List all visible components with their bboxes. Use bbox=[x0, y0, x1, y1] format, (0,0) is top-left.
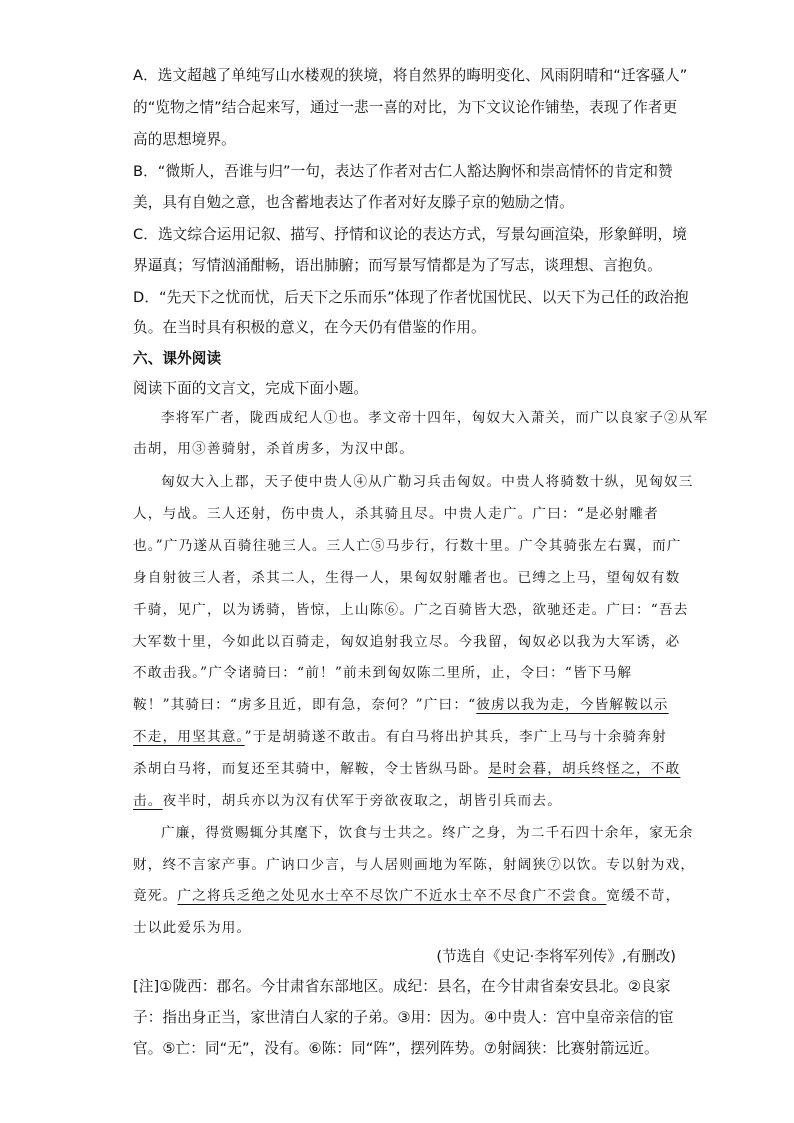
option-a-line: A．选文超越了单纯写山水楼观的狭境，将自然界的晦明变化、风雨阴晴和“迁客骚人” bbox=[133, 67, 688, 84]
passage-line: 广廉，得赏赐辄分其麾下，饮食与士共之。终广之身，为二千石四十余年，家无余 bbox=[161, 825, 694, 841]
passage-line: 人，与战。三人还射，伤中贵人，杀其骑且尽。中贵人走广。广曰：“是必射雕者 bbox=[133, 506, 659, 522]
passage-line: 也。”广乃遂从百骑往驰三人。三人亡⑤马步行，行数十里。广令其骑张左右翼，而广 bbox=[133, 538, 682, 554]
passage-text: 杀胡白马将，而复还至其骑中，解鞍，令士皆纵马卧。 bbox=[133, 761, 489, 777]
passage-line: 击胡，用③善骑射，杀首虏多，为汉中郎。 bbox=[133, 441, 415, 457]
underlined-sentence: 广之将兵乏绝之处见水士卒不尽饮广不近水士卒不尽食广不尝食。 bbox=[177, 888, 607, 904]
passage-line: 身自射彼三人者，杀其二人，生得一人，果匈奴射雕者也。已缚之上马，望匈奴有数 bbox=[133, 570, 681, 586]
passage-text: 夜半时，胡兵亦以为汉有伏军于旁欲夜取之，胡皆引兵而去。 bbox=[162, 793, 563, 809]
passage-line: 不敢击我。”广令诸骑曰：“前！”前未到匈奴陈二里所，止，令曰：“皆下马解 bbox=[133, 665, 633, 681]
source-citation: (节选自《史记·李将军列传》,有删改) bbox=[436, 948, 676, 965]
option-a-line: 的“览物之情”结合起来写，通过一悲一喜的对比，为下文议论作铺垫，表现了作者更 bbox=[133, 99, 678, 116]
passage-line bbox=[133, 759, 680, 779]
option-c-line: 界逼真；写情汹涌酣畅，语出肺腑；而写景写情都是为了写志，谈理想、言抱负。 bbox=[133, 257, 662, 274]
section-instruction: 阅读下面的文言文，完成下面小题。 bbox=[133, 380, 369, 397]
option-c-line: C．选文综合运用记叙、描写、抒情和议论的表达方式，写景勾画渲染，形象鲜明，境 bbox=[133, 226, 687, 243]
passage-text: ”于是胡骑遂不敢击。有白马将出护其兵，李广上马与十余骑奔射 bbox=[244, 729, 667, 745]
option-d-line: D．“先天下之忧而忧，后天下之乐而乐”体现了作者忧国忧民、以天下为己任的政治抱 bbox=[133, 289, 689, 306]
underlined-sentence: 不走，用坚其意。 bbox=[133, 729, 245, 745]
passage-line: 财，终不言家产事。广讷口少言，与人居则画地为军陈，射阔狭⑦以饮。专以射为戏， bbox=[133, 857, 696, 873]
passage-line: 士以此爱乐为用。 bbox=[133, 920, 252, 936]
annotation-line: [注]①陇西：郡名。今甘肃省东部地区。成纪：县名，在今甘肃省秦安县北。②良家 bbox=[133, 978, 671, 995]
passage-line: 大军数十里，今如此以百骑走，匈奴追射我立尽。今我留，匈奴必以我为大军诱，必 bbox=[133, 634, 681, 650]
option-b-line: 美，具有自勉之意，也含蓄地表达了作者对好友滕子京的勉励之情。 bbox=[133, 194, 574, 211]
passage-line: 李将军广者，陇西成纪人①也。孝文帝十四年，匈奴大入萧关，而广以良家子②从军 bbox=[161, 410, 709, 426]
passage-line bbox=[133, 791, 562, 811]
passage-line: 千骑，见广，以为诱骑，皆惊，上山陈⑥。广之百骑皆大恐，欲驰还走。广曰：“吾去 bbox=[133, 602, 689, 618]
passage-text: 鞍！”其骑曰：“虏多且近，即有急，奈何？”广曰：“ bbox=[133, 697, 477, 713]
section-heading: 六、课外阅读 bbox=[133, 350, 222, 367]
annotation-line: 官。⑤亡：同“无”，没有。⑥陈：同“阵”，摆列阵势。⑦射阔狭：比赛射箭远近。 bbox=[133, 1040, 659, 1057]
underlined-sentence: 彼虏以我为走，今皆解鞍以示 bbox=[476, 697, 669, 713]
option-a-line: 高的思想境界。 bbox=[133, 131, 236, 148]
passage-line bbox=[133, 695, 669, 715]
passage-text: 竟死。 bbox=[133, 888, 178, 904]
underlined-sentence: 击。 bbox=[133, 793, 163, 809]
underlined-sentence: 是时会暮，胡兵终怪之，不敢 bbox=[488, 761, 681, 777]
option-d-line: 负。在当时具有积极的意义，在今天仍有借鉴的作用。 bbox=[133, 319, 486, 336]
option-b-line: B．“微斯人，吾谁与归”一句，表达了作者对古仁人豁达胸怀和崇高情怀的肯定和赞 bbox=[133, 163, 673, 180]
passage-text: 宽缓不苛， bbox=[606, 888, 681, 904]
passage-line: 匈奴大入上郡，天子使中贵人④从广勒习兵击匈奴。中贵人将骑数十纵，见匈奴三 bbox=[161, 474, 694, 490]
passage-line bbox=[133, 886, 680, 906]
passage-line bbox=[133, 727, 667, 747]
annotation-line: 子：指出身正当，家世清白人家的子弟。③用：因为。④中贵人：宫中皇帝亲信的宦 bbox=[133, 1009, 674, 1026]
